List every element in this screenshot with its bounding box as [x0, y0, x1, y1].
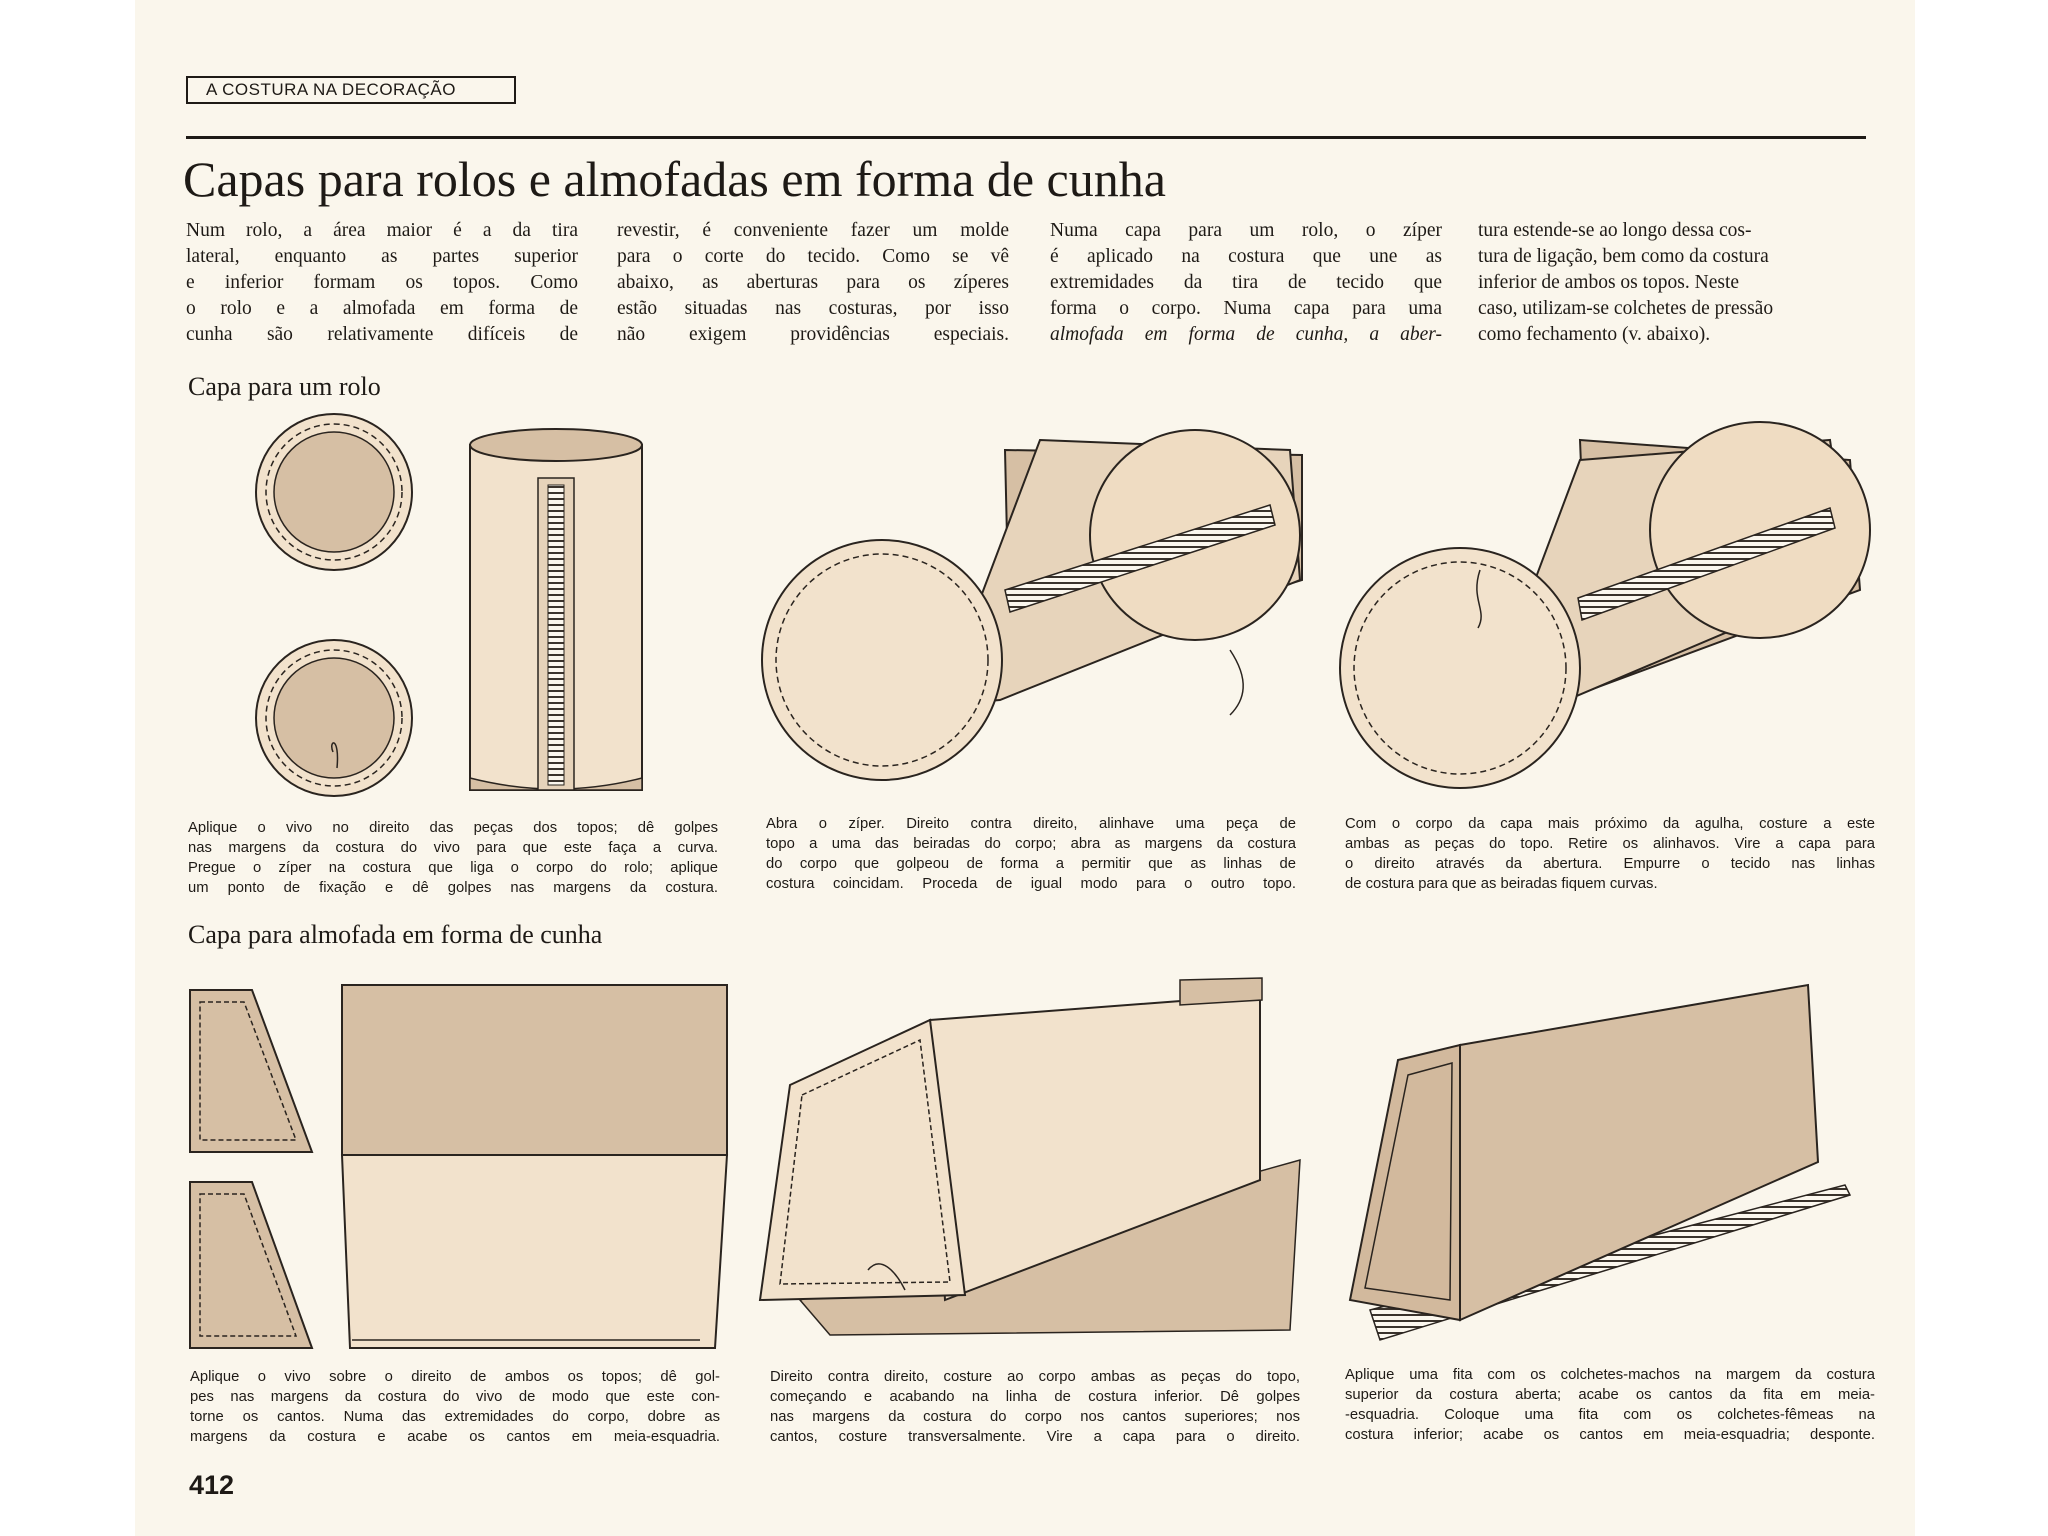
text-line: -esquadria. Coloque uma fita com os colchetes-fêmeas na	[1345, 1407, 1875, 1423]
text-line: Com o corpo da capa mais próximo da agulha, costure a este	[1345, 816, 1875, 832]
text-line: para o corte do tecido. Como se vê	[617, 246, 1009, 267]
caption-roll-step-1	[188, 818, 718, 898]
text-line: não exigem providências especiais.	[617, 324, 1009, 345]
text-line: Direito contra direito, costure ao corpo ambas as peças do topo,	[770, 1369, 1300, 1385]
text-line: tura de ligação, bem como da costura	[1478, 246, 1769, 267]
wedge-body-finished	[1350, 985, 1850, 1340]
text-line: cantos, costure transversalmente. Vire a capa para o direito.	[770, 1429, 1300, 1445]
text-line: revestir, é conveniente fazer um molde	[617, 220, 1009, 241]
text-line: um ponto de fixação e dê golpes nas margens da costura.	[188, 880, 718, 896]
text-line: topo a uma das beiradas do corpo; abra as margens da costura	[766, 836, 1296, 852]
text-line: estão situadas nas costuras, por isso	[617, 298, 1009, 319]
text-line: superior da costura aberta; acabe os cantos da fita em meia-	[1345, 1387, 1875, 1403]
section-label: A COSTURA NA DECORAÇÃO	[206, 80, 456, 99]
text-line: caso, utilizam-se colchetes de pressão	[1478, 298, 1774, 319]
text-line: do corpo que golpeou de forma a permitir que as linhas de	[766, 856, 1296, 872]
text-line: Abra o zíper. Direito contra direito, alinhave uma peça de	[766, 816, 1296, 832]
text-line: torne os cantos. Numa das extremidades do corpo, dobre as	[190, 1409, 720, 1425]
text-line: o rolo e a almofada em forma de	[186, 298, 578, 319]
wedge-end-piece-top	[190, 990, 312, 1152]
roll-end-piece-bottom	[256, 640, 412, 796]
caption-roll-step-2	[766, 814, 1296, 894]
text-line: forma o corpo. Numa capa para uma	[1050, 298, 1442, 319]
text-line: almofada em forma de cunha, a aber-	[1050, 324, 1442, 345]
text-line: o direito através da abertura. Empurre o tecido nas linhas	[1345, 856, 1875, 872]
text-line: é aplicado na costura que une as	[1050, 246, 1442, 267]
text-line: costura coincidam. Proceda de igual modo para o outro topo.	[766, 876, 1296, 892]
text-line: Pregue o zíper na costura que liga o corpo do rolo; aplique	[188, 860, 718, 876]
text-line: como fechamento (v. abaixo).	[1478, 324, 1711, 345]
text-line: lateral, enquanto as partes superior	[186, 246, 578, 267]
text-line: nas margens da costura do corpo nos cantos superiores; nos	[770, 1409, 1300, 1425]
text-line: tura estende-se ao longo dessa cos-	[1478, 220, 1752, 241]
text-line: ambas as peças do topo. Retire os alinhavos. Vire a capa para	[1345, 836, 1875, 852]
text-line: Aplique o vivo sobre o direito de ambos os topos; dê gol-	[190, 1369, 720, 1385]
roll-end-piece-top	[256, 414, 412, 570]
caption-wedge-step-3	[1345, 1365, 1875, 1445]
roll-sewn-cylinder	[1340, 422, 1870, 788]
text-line: Aplique o vivo no direito das peças dos topos; dê golpes	[188, 820, 718, 836]
text-line: começando e acabando na linha de costura inferior. Dê golpes	[770, 1389, 1300, 1405]
text-line: margens da costura e acabe os cantos em meia-esquadria.	[190, 1429, 720, 1445]
text-line: Aplique uma fita com os colchetes-machos na margem da costura	[1345, 1367, 1875, 1383]
caption-wedge-step-1	[190, 1367, 720, 1447]
wedge-end-piece-bottom	[190, 1182, 312, 1348]
text-line: costura inferior; acabe os cantos em meia-esquadria; desponte.	[1345, 1427, 1875, 1443]
section-heading-wedge: Capa para almofada em forma de cunha	[188, 920, 603, 949]
wedge-body-sewn-inside	[760, 978, 1300, 1335]
caption-wedge-step-2	[770, 1367, 1300, 1447]
text-line: extremidades da tira de tecido que	[1050, 272, 1442, 293]
text-line: Num rolo, a área maior é a da tira	[186, 220, 578, 241]
text-line: pes nas margens da costura do vivo de modo que este con-	[190, 1389, 720, 1405]
roll-body-with-zipper	[470, 429, 642, 790]
caption-roll-step-3	[1345, 814, 1875, 894]
text-line: cunha são relativamente difíceis de	[186, 324, 578, 345]
text-line: abaixo, as aberturas para os zíperes	[617, 272, 1009, 293]
text-line: e inferior formam os topos. Como	[186, 272, 578, 293]
page-number: 412	[189, 1470, 235, 1500]
text-line: inferior de ambos os topos. Neste	[1478, 272, 1740, 293]
roll-basted-cylinder	[762, 430, 1302, 780]
section-heading-roll: Capa para um rolo	[188, 372, 381, 401]
text-line: nas margens da costura do vivo para que este faça a curva.	[188, 840, 718, 856]
page-title: Capas para rolos e almofadas em forma de cunha	[183, 151, 1166, 207]
wedge-body-flat	[342, 985, 727, 1348]
text-line: Numa capa para um rolo, o zíper	[1050, 220, 1442, 241]
text-line: de costura para que as beiradas fiquem curvas.	[1345, 876, 1658, 892]
